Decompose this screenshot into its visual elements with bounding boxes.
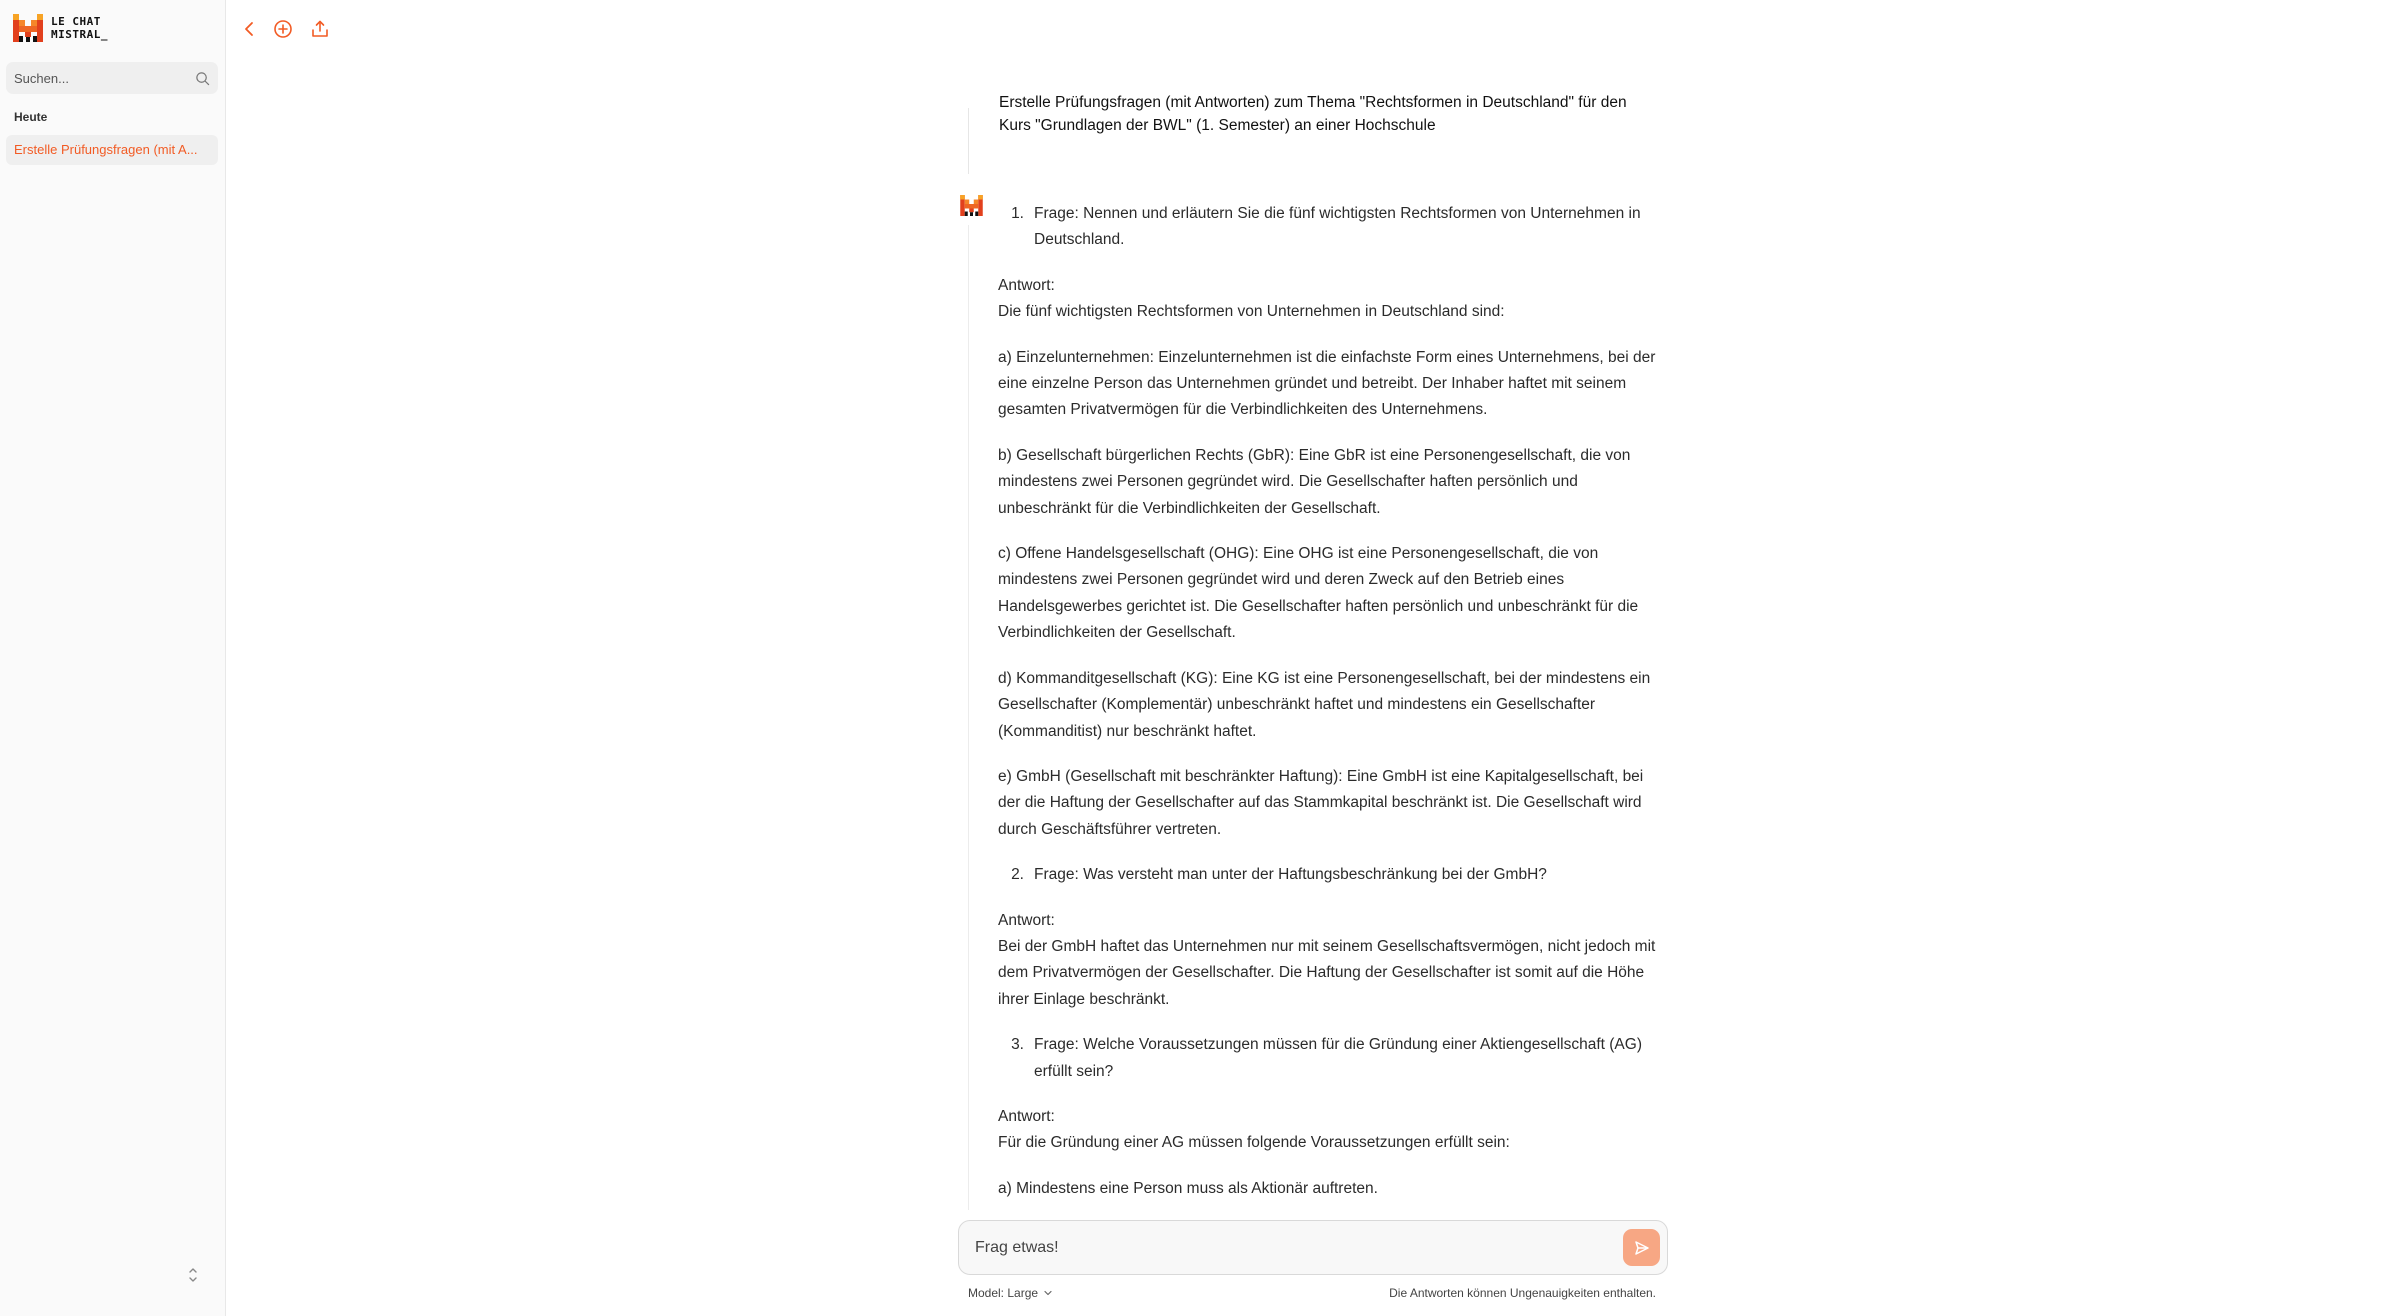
user-message: [958, 80, 1668, 175]
answer-label: Antwort:: [998, 911, 1055, 929]
question-item: [998, 862, 1658, 888]
answer-paragraph: [998, 908, 1658, 1014]
section-label-today: Heute: [14, 110, 48, 124]
send-button[interactable]: [1623, 1229, 1660, 1266]
message-input[interactable]: [975, 1221, 1575, 1274]
question-text: Frage: Welche Voraussetzungen müssen für die Gründung einer Aktiengesellschaft (AG) erfüllt sein?: [1034, 1036, 1642, 1080]
logo-text: [51, 15, 108, 41]
logo[interactable]: [13, 14, 108, 42]
model-selector[interactable]: [968, 1286, 1053, 1300]
answer-paragraph: a) Mindestens eine Person muss als Aktionär auftreten.: [998, 1179, 1378, 1197]
mistral-logo-icon: [13, 14, 43, 42]
answer-text: Bei der GmbH haftet das Unternehmen nur mit seinem Gesellschaftsvermögen, nicht jedoch mit dem Privatvermögen der Gesellschafter. Die Haftung der Gesellschafter ist somit auf die Höhe ihrer Einlage beschränkt.: [998, 937, 1656, 1008]
answer-paragraph: d) Kommanditgesellschaft (KG): Eine KG ist eine Personengesellschaft, bei der mindestens ein Gesellschafter (Komplementär) unbeschränkt haftet und mindestens ein Gesellschafter (Kommanditist) nur beschränkt haftet.: [998, 669, 1651, 740]
assistant-answer: [998, 201, 1658, 1209]
answer-intro: Für die Gründung einer AG müssen folgende Voraussetzungen erfüllt sein:: [998, 1134, 1510, 1152]
answer-paragraph: [998, 273, 1658, 326]
search-input[interactable]: [14, 62, 184, 94]
message-rail: [968, 108, 969, 174]
logo-line-1: LE CHAT: [51, 15, 101, 28]
question-text: Frage: Was versteht man unter der Haftungsbeschränkung bei der GmbH?: [1034, 866, 1547, 884]
share-icon[interactable]: [309, 18, 331, 40]
back-chevron-icon[interactable]: [238, 18, 260, 40]
conversation: [958, 0, 1668, 1316]
answer-paragraph: c) Offene Handelsgesellschaft (OHG): Eine OHG ist eine Personengesellschaft, die von mindestens zwei Personen gegründet wird und deren Zweck auf den Betrieb eines Handelsgewerbes gerichtet ist. Die Gesellschafter haften persönlich und unbeschränkt für die Verbindlichkeiten der Gesellschaft.: [998, 545, 1639, 642]
question-number: 1.: [1011, 205, 1024, 222]
answer-label: Antwort:: [998, 276, 1055, 294]
model-label: Model: Large: [968, 1286, 1039, 1300]
answer-intro: Die fünf wichtigsten Rechtsformen von Unternehmen in Deutschland sind:: [998, 303, 1505, 321]
question-number: 2.: [1011, 866, 1024, 884]
answer-rail: [968, 225, 969, 1210]
question-item: [998, 201, 1658, 254]
answer-paragraph: b) Gesellschaft bürgerlichen Rechts (GbR): Eine GbR ist eine Personengesellschaft, die von mindestens zwei Personen gegründet wird. Die Gesellschafter haften persönlich und unbeschränkt für die Verbindlichkeiten der Gesellschaft.: [998, 446, 1631, 517]
sidebar: [0, 0, 226, 1316]
expand-collapse-icon[interactable]: [186, 1266, 200, 1284]
question-number: 3.: [1011, 1036, 1024, 1054]
answer-paragraph: [998, 1104, 1658, 1157]
answer-label: Antwort:: [998, 1107, 1055, 1125]
user-prompt-text: Erstelle Prüfungsfragen (mit Antworten) zum Thema "Rechtsformen in Deutschland" für den Kurs "Grundlagen der BWL" (1. Semester) an einer Hochschule: [999, 94, 1627, 134]
search-box: [6, 62, 218, 94]
answer-paragraph: e) GmbH (Gesellschaft mit beschränkter Haftung): Eine GmbH ist eine Kapitalgesellschaft, bei der die Haftung der Gesellschafter auf das Stammkapital beschränkt ist. Die Gesellschaft wird durch Geschäftsführer vertreten.: [998, 767, 1644, 838]
question-item: [998, 1032, 1658, 1085]
logo-line-2: MISTRAL_: [51, 28, 108, 41]
sidebar-chat-item[interactable]: Erstelle Prüfungsfragen (mit A...: [6, 135, 218, 165]
disclaimer-text: Die Antworten können Ungenauigkeiten enthalten.: [1389, 1286, 1656, 1300]
assistant-avatar-icon: [960, 195, 983, 216]
send-icon: [1633, 1239, 1651, 1257]
chevron-down-icon: [1043, 1288, 1053, 1298]
question-text: Frage: Nennen und erläutern Sie die fünf wichtigsten Rechtsformen von Unternehmen in Deutschland.: [1034, 205, 1641, 249]
new-chat-icon[interactable]: [272, 18, 294, 40]
search-icon[interactable]: [195, 71, 210, 86]
message-composer: [958, 1220, 1668, 1275]
answer-paragraph: a) Einzelunternehmen: Einzelunternehmen ist die einfachste Form eines Unternehmens, bei der eine einzelne Person das Unternehmen gründet und betreibt. Der Inhaber haftet mit seinem gesamten Privatvermögen für die Verbindlichkeiten des Unternehmens.: [998, 348, 1656, 419]
